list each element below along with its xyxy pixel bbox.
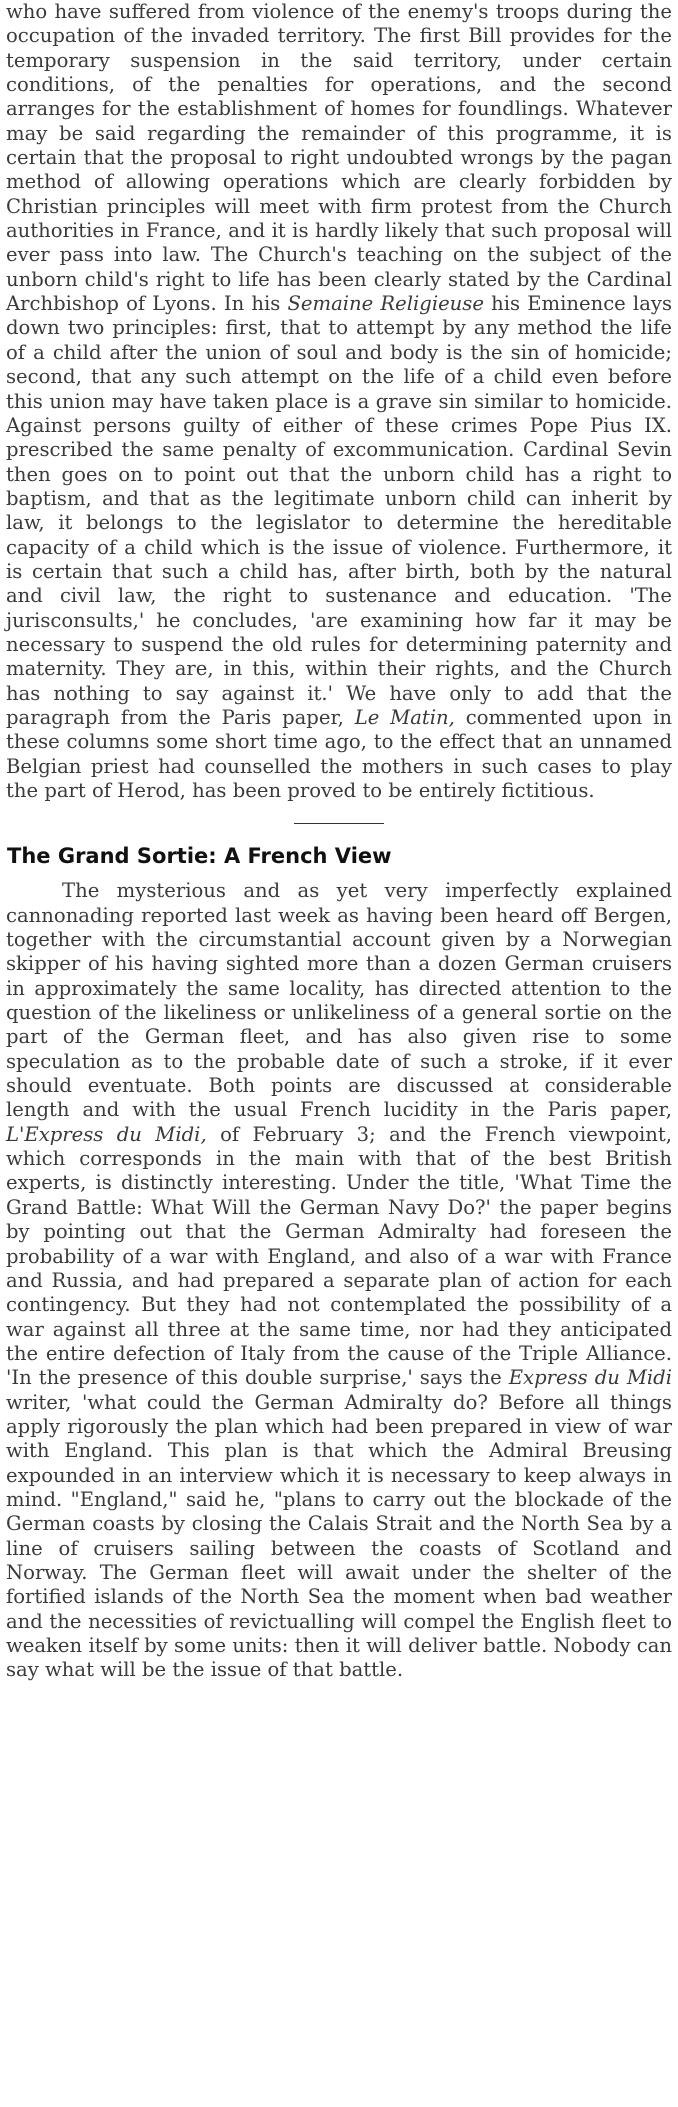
section-divider [294,823,384,824]
article-body-text: The mysterious and as yet very imperfectly explained cannonading reported last week as having been heard off Bergen, together with the circumstantial account given by a Norwegian skipper of his having sighted more than a dozen German cruisers in approximately the same locality, has directed attention to the question of the likeliness or unlikeliness of a general sortie on the part of the German fleet, and has also given rise to some speculation as to the probable date of such a stroke, if it ever should eventuate. Both points are discussed at considerable length and with the usual French lucidity in the Paris paper, [6,879,672,1122]
italic-publication-title: Le Matin, [354,705,455,729]
article-body [6,879,672,1682]
article-heading: The Grand Sortie: A French View [7,844,392,869]
italic-publication-title: Express du Midi [508,1366,672,1390]
italic-publication-title: L'Express du Midi, [6,1122,207,1146]
article-body-text: writer, 'what could the German Admiralty do? Before all things apply rigorously the plan which had been prepared in view of war with England. This plan is that which the Admiral Breusing expounded in an interview which it is necessary to keep always in mind. "England," said he, "plans to carry out the blockade of the German coasts by closing the Calais Strait and the North Sea by a line of cruisers sailing between the coasts of Scotland and Norway. The German fleet will await under the shelter of the fortified islands of the North Sea the moment when bad weather and the necessities of revictualling will compel the English fleet to weaken itself by some units: then it will deliver battle. Nobody can say what will be the issue of that battle. [6,1390,672,1682]
italic-publication-title: Semaine Religieuse [287,292,484,316]
article-body-paragraph [6,879,672,1682]
article-body-text: of February 3; and the French viewpoint, which corresponds in the main with that of the best British experts, is distinctly interesting. Under the title, 'What Time the Grand Battle: What Will the German Navy Do?' the paper begins by pointing out that the German Admiralty had foreseen the probability of a war with England, and also of a war with France and Russia, and had prepared a separate plan of action for each contingency. But they had not contemplated the possibility of a war against all three at the same time, nor had they anticipated the entire defection of Italy from the cause of the Triple Alliance. 'In the presence of this double surprise,' says the [6,1122,672,1390]
article-continuation [6,0,672,803]
article-continuation-text: his Eminence lays down two principles: first, that to attempt by any method the life of a child after the union of soul and body is the sin of homicide; second, that any such attempt on the life of a child even before this union may have taken place is a grave sin similar to homicide. Against persons guilty of either of these crimes Pope Pius IX. prescribed the same penalty of excommunication. Cardinal Sevin then goes on to point out that the unborn child has a right to baptism, and that as the legitimate unborn child can inherit by law, it belongs to the legislator to determine the hereditable capacity of a child which is the issue of violence. Furthermore, it is certain that such a child has, after birth, both by the natural and civil law, the right to sustenance and education. 'The jurisconsults,' he concludes, 'are examining how far it may be necessary to suspend the old rules for determining paternity and maternity. They are, in this, within their rights, and the Church has nothing to say against it.' We have only to add that the paragraph from the Paris paper, [6,292,672,729]
article-continuation-text: commented upon in these columns some short time ago, to the effect that an unnamed Belgian priest had counselled the mothers in such cases to play the part of Herod, has been proved to be entirely fictitious. [6,705,672,802]
article-continuation-paragraph [6,0,672,803]
article-continuation-text: who have suffered from violence of the enemy's troops during the occupation of the invaded territory. The first Bill provides for the temporary suspension in the said territory, under certain conditions, of the penalties for operations, and the second arranges for the establishment of homes for foundlings. Whatever may be said regarding the remainder of this programme, it is certain that the proposal to right undoubted wrongs by the pagan method of allowing operations which are clearly forbidden by Christian principles will meet with firm protest from the Church authorities in France, and it is hardly likely that such proposal will ever pass into law. The Church's teaching on the subject of the unborn child's right to life has been clearly stated by the Cardinal Archbishop of Lyons. In his [6,0,672,316]
